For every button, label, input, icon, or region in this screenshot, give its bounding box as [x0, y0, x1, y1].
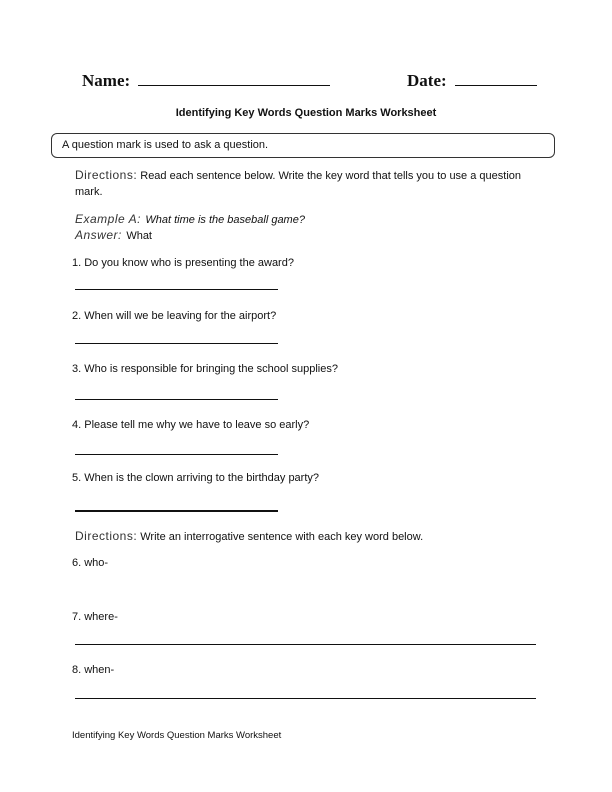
answer-text: What — [126, 230, 152, 242]
answer-line-3[interactable] — [75, 399, 278, 400]
question-4: 4. Please tell me why we have to leave so early? — [72, 419, 310, 431]
example-answer — [75, 226, 152, 244]
info-box-text: A question mark is used to ask a question. — [62, 139, 269, 151]
question-1: 1. Do you know who is presenting the award? — [72, 257, 294, 269]
worksheet-title: Identifying Key Words Question Marks Worksheet — [175, 107, 437, 119]
question-2: 2. When will we be leaving for the airport? — [72, 310, 277, 322]
date-label: Date: — [407, 71, 447, 90]
directions-2-label: Directions: — [75, 529, 138, 543]
question-3: 3. Who is responsible for bringing the school supplies? — [72, 363, 338, 375]
directions-1 — [75, 167, 545, 200]
name-label: Name: — [82, 71, 131, 90]
directions-2-text: Write an interrogative sentence with each key word below. — [140, 531, 424, 543]
example-label: Example A: — [75, 212, 141, 226]
directions-1-label: Directions: — [75, 168, 138, 182]
info-box — [51, 133, 555, 158]
example-text: What time is the baseball game? — [145, 214, 305, 226]
word-who: 6. who- — [72, 557, 109, 569]
answer-line-1[interactable] — [75, 289, 278, 290]
name-field[interactable] — [82, 71, 330, 91]
answer-label: Answer: — [75, 228, 122, 242]
answer-line-5[interactable] — [75, 510, 278, 512]
word-where: 7. where- — [72, 611, 118, 623]
question-5: 5. When is the clown arriving to the birthday party? — [72, 472, 320, 484]
directions-1-text: Read each sentence below. Write the key word that tells you to use a question mark. — [75, 170, 521, 198]
footer-text: Identifying Key Words Question Marks Worksheet — [72, 730, 282, 741]
directions-2 — [75, 529, 423, 543]
date-field[interactable] — [407, 71, 537, 91]
answer-line-2[interactable] — [75, 343, 278, 344]
date-line[interactable] — [455, 71, 537, 86]
answer-line-4[interactable] — [75, 454, 278, 455]
word-when: 8. when- — [72, 664, 115, 676]
sentence-line-when[interactable] — [75, 698, 536, 699]
name-line[interactable] — [138, 71, 330, 86]
sentence-line-where[interactable] — [75, 644, 536, 645]
